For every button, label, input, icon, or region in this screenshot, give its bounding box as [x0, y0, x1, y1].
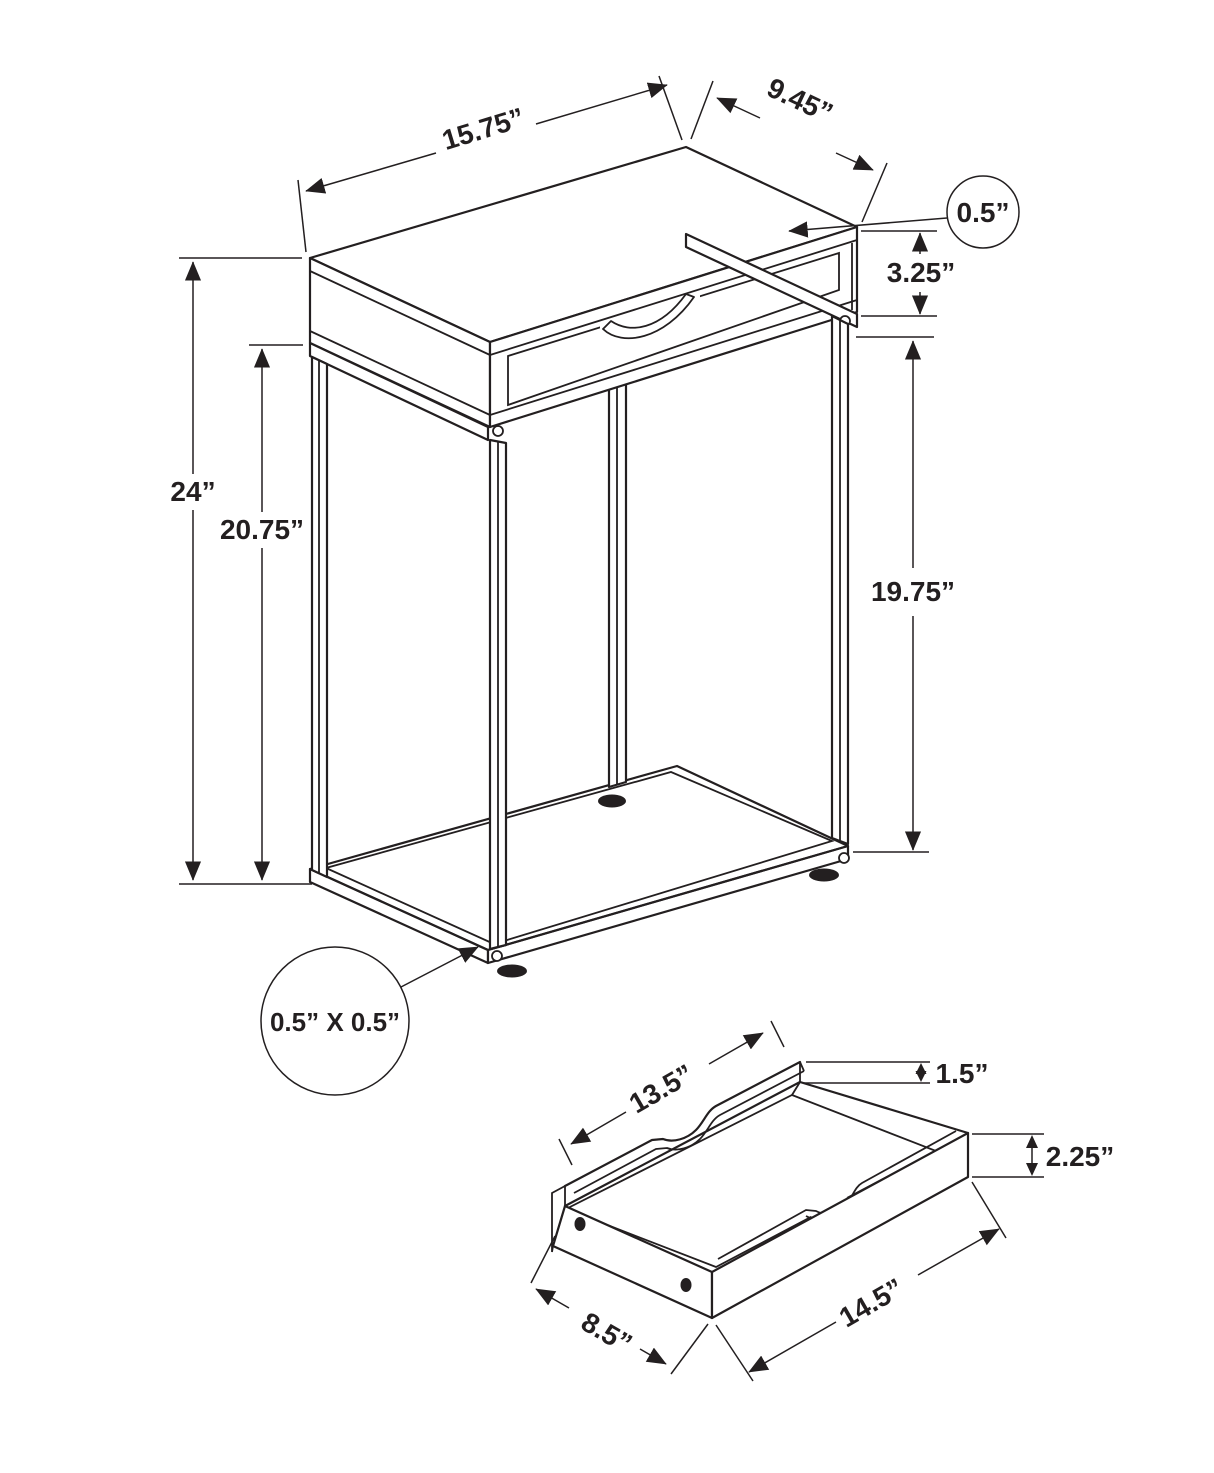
top-depth-label: 9.45” — [762, 71, 838, 129]
foot-back — [598, 795, 626, 808]
dim-drawer-section-height — [861, 231, 955, 316]
screw-hole-1 — [575, 1217, 586, 1231]
screw-base-front — [492, 951, 502, 961]
back-post — [609, 381, 626, 787]
foot-right — [809, 869, 839, 882]
screw-front-post — [493, 426, 503, 436]
inner-width-label: 13.5” — [623, 1058, 699, 1120]
drawer-box — [552, 1062, 968, 1318]
drawer-front-panel-outer — [712, 1133, 968, 1318]
screw-hole-2 — [681, 1278, 692, 1292]
dim-clearance-height — [853, 337, 955, 852]
base-top-rim — [310, 766, 848, 950]
dim-total-height — [170, 258, 312, 884]
base-frame — [310, 766, 848, 978]
base-front-band — [488, 846, 848, 963]
dim-side-height — [972, 1134, 1114, 1177]
back-rail-height-label: 1.5” — [935, 1058, 989, 1089]
foot-front — [497, 965, 527, 978]
drawer-section-height-label: 3.25” — [886, 257, 956, 288]
total-height-label: 24” — [170, 476, 216, 507]
drawer-detail-view — [531, 1021, 1114, 1381]
outer-width-label: 14.5” — [833, 1272, 909, 1334]
side-height-label: 2.25” — [1045, 1141, 1115, 1172]
back-rail-bottom-edge — [565, 1082, 800, 1206]
screw-base-right — [839, 853, 849, 863]
right-post — [832, 316, 848, 844]
callout-tube-size — [261, 947, 478, 1095]
dim-frame-height — [220, 345, 304, 880]
dim-inner-width — [559, 1021, 784, 1165]
left-post — [312, 357, 327, 877]
dim-back-rail-height — [804, 1058, 988, 1089]
clearance-height-label: 19.75” — [870, 576, 956, 607]
front-post — [490, 426, 506, 949]
frame-height-label: 20.75” — [219, 514, 305, 545]
top-thickness-label: 0.5” — [956, 197, 1010, 228]
tube-size-label: 0.5” X 0.5” — [269, 1007, 401, 1037]
main-table-view — [170, 72, 1019, 1095]
depth-label: 8.5” — [576, 1306, 638, 1360]
top-length-label: 15.75” — [438, 101, 528, 157]
base-left-band — [310, 869, 488, 963]
